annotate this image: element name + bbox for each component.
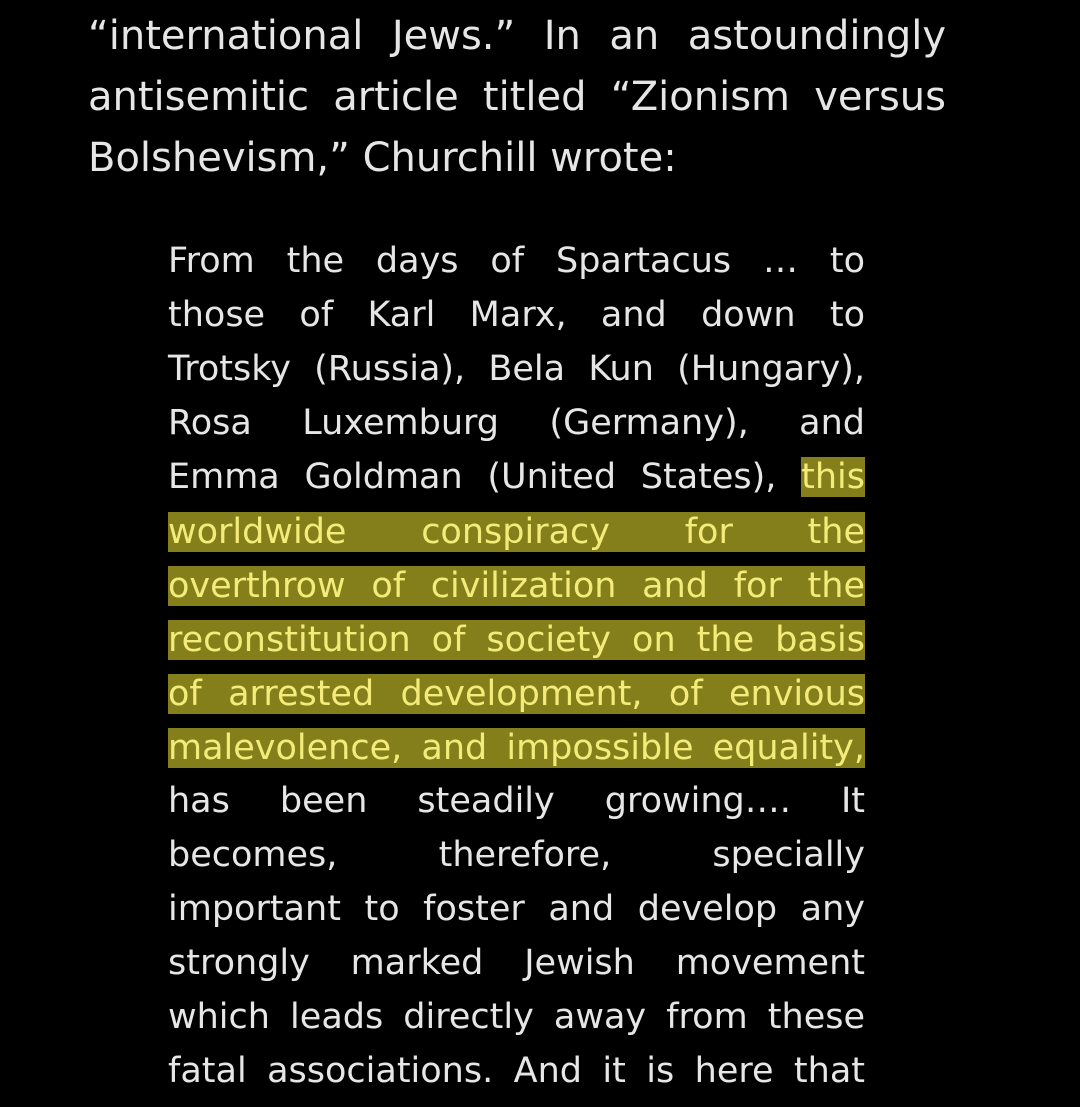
- highlighted-text[interactable]: of arrested development, of envious: [168, 674, 865, 714]
- quote-text: Rosa Luxemburg (Germany), and: [168, 403, 865, 443]
- quote-text: strongly marked Jewish movement: [168, 943, 865, 983]
- quote-text: important to foster and develop any: [168, 889, 865, 929]
- quote-text: fatal associations. And it is here that: [168, 1051, 865, 1091]
- quote-line: [168, 720, 865, 774]
- quote-line: [168, 288, 865, 342]
- quote-line: [168, 936, 865, 990]
- quote-line: [168, 990, 865, 1044]
- highlighted-text[interactable]: overthrow of civilization and for the: [168, 566, 865, 606]
- quote-line: [168, 828, 865, 882]
- highlighted-text[interactable]: worldwide conspiracy for the: [168, 512, 865, 552]
- quote-text: which leads directly away from these: [168, 997, 865, 1037]
- quote-text: has been steadily growing…. It: [168, 781, 865, 821]
- quote-line: [168, 504, 865, 558]
- intro-line: “international Jews.” In an astoundingly: [88, 13, 946, 59]
- block-quote: [168, 234, 865, 1098]
- highlighted-text[interactable]: reconstitution of society on the basis: [168, 620, 865, 660]
- quote-line: [168, 450, 865, 504]
- quote-text: Emma Goldman (United States),: [168, 457, 802, 497]
- intro-paragraph: [88, 6, 946, 189]
- highlighted-text[interactable]: malevolence, and impossible equality,: [168, 728, 865, 768]
- intro-line: Bolshevism,” Churchill wrote:: [88, 135, 677, 181]
- quote-line: [168, 666, 865, 720]
- quote-line: [168, 396, 865, 450]
- quote-text: those of Karl Marx, and down to: [168, 295, 865, 335]
- quote-line: [168, 558, 865, 612]
- intro-line: antisemitic article titled “Zionism versus: [88, 74, 946, 120]
- quote-line: [168, 234, 865, 288]
- quote-line: [168, 774, 865, 828]
- highlighted-text[interactable]: this: [801, 457, 865, 497]
- quote-line: [168, 882, 865, 936]
- quote-text: Trotsky (Russia), Bela Kun (Hungary),: [168, 349, 865, 389]
- quote-line: [168, 612, 865, 666]
- quote-line: [168, 1044, 865, 1098]
- quote-line: [168, 342, 865, 396]
- quote-text: From the days of Spartacus … to: [168, 241, 865, 281]
- quote-text: becomes, therefore, specially: [168, 835, 865, 875]
